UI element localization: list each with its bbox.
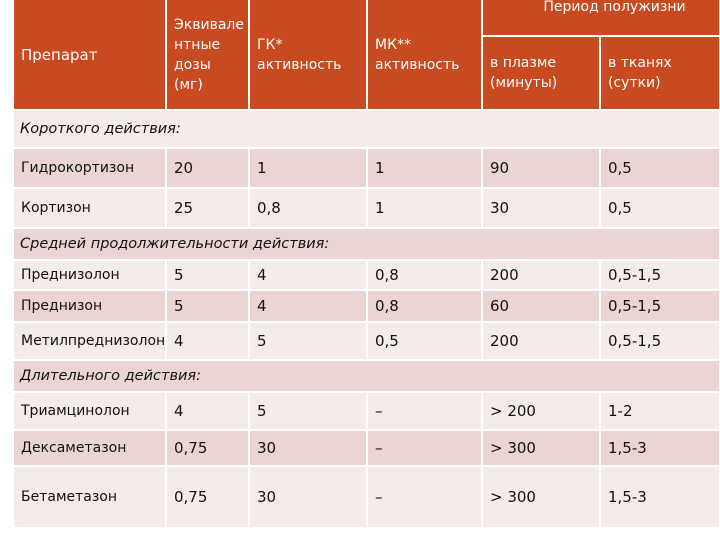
dose-cell: 4 (166, 392, 249, 430)
dose-cell: 5 (166, 260, 249, 290)
mk-cell: 1 (367, 188, 482, 228)
plasma-cell: 90 (482, 148, 600, 188)
drug-name: Кортизон (14, 188, 166, 228)
header-plasma: в плазме (минуты) (482, 36, 600, 110)
table-row (14, 322, 720, 360)
tissue-cell: 1,5-3 (600, 430, 720, 466)
group-title: Короткого действия: (14, 110, 720, 148)
drug-name: Гидрокортизон (14, 148, 166, 188)
dose-cell: 20 (166, 148, 249, 188)
header-tissue: в тканях (сутки) (600, 36, 720, 110)
table-row (14, 188, 720, 228)
header-dose: Эквивале нтные дозы (мг) (166, 0, 249, 110)
mk-cell: 0,8 (367, 260, 482, 290)
drug-name: Метилпреднизолон (14, 322, 166, 360)
plasma-cell: 200 (482, 322, 600, 360)
gk-cell: 5 (249, 392, 367, 430)
tissue-cell: 0,5-1,5 (600, 260, 720, 290)
dose-cell: 0,75 (166, 466, 249, 528)
plasma-cell: > 300 (482, 430, 600, 466)
mk-cell: 0,8 (367, 290, 482, 322)
group-title-row (14, 110, 720, 148)
plasma-cell: > 200 (482, 392, 600, 430)
tissue-cell: 0,5 (600, 188, 720, 228)
drug-name: Преднизолон (14, 260, 166, 290)
mk-cell: 0,5 (367, 322, 482, 360)
table-row (14, 260, 720, 290)
table-row (14, 148, 720, 188)
plasma-cell: 60 (482, 290, 600, 322)
dose-cell: 25 (166, 188, 249, 228)
tissue-cell: 0,5-1,5 (600, 290, 720, 322)
tissue-cell: 0,5-1,5 (600, 322, 720, 360)
gk-cell: 0,8 (249, 188, 367, 228)
header-half-life: Период полужизни (482, 0, 720, 36)
gk-cell: 4 (249, 260, 367, 290)
group-title: Длительного действия: (14, 360, 720, 392)
gk-cell: 4 (249, 290, 367, 322)
drug-name: Дексаметазон (14, 430, 166, 466)
plasma-cell: > 300 (482, 466, 600, 528)
group-title: Средней продолжительности действия: (14, 228, 720, 260)
plasma-cell: 200 (482, 260, 600, 290)
header-drug: Препарат (14, 0, 166, 110)
dose-cell: 4 (166, 322, 249, 360)
mk-cell: – (367, 430, 482, 466)
tissue-cell: 1-2 (600, 392, 720, 430)
header-gk-activity: ГК* активность (249, 0, 367, 110)
plasma-cell: 30 (482, 188, 600, 228)
gk-cell: 30 (249, 466, 367, 528)
gk-cell: 5 (249, 322, 367, 360)
drug-name: Бетаметазон (14, 466, 166, 528)
table-row (14, 290, 720, 322)
steroid-table (14, 0, 720, 529)
mk-cell: – (367, 466, 482, 528)
tissue-cell: 0,5 (600, 148, 720, 188)
mk-cell: – (367, 392, 482, 430)
table-row (14, 430, 720, 466)
table-row (14, 466, 720, 528)
gk-cell: 1 (249, 148, 367, 188)
group-title-row (14, 228, 720, 260)
drug-name: Преднизон (14, 290, 166, 322)
gk-cell: 30 (249, 430, 367, 466)
group-title-row (14, 360, 720, 392)
table-row (14, 392, 720, 430)
mk-cell: 1 (367, 148, 482, 188)
drug-name: Триамцинолон (14, 392, 166, 430)
dose-cell: 0,75 (166, 430, 249, 466)
tissue-cell: 1,5-3 (600, 466, 720, 528)
dose-cell: 5 (166, 290, 249, 322)
header-mk-activity: МК** активность (367, 0, 482, 110)
